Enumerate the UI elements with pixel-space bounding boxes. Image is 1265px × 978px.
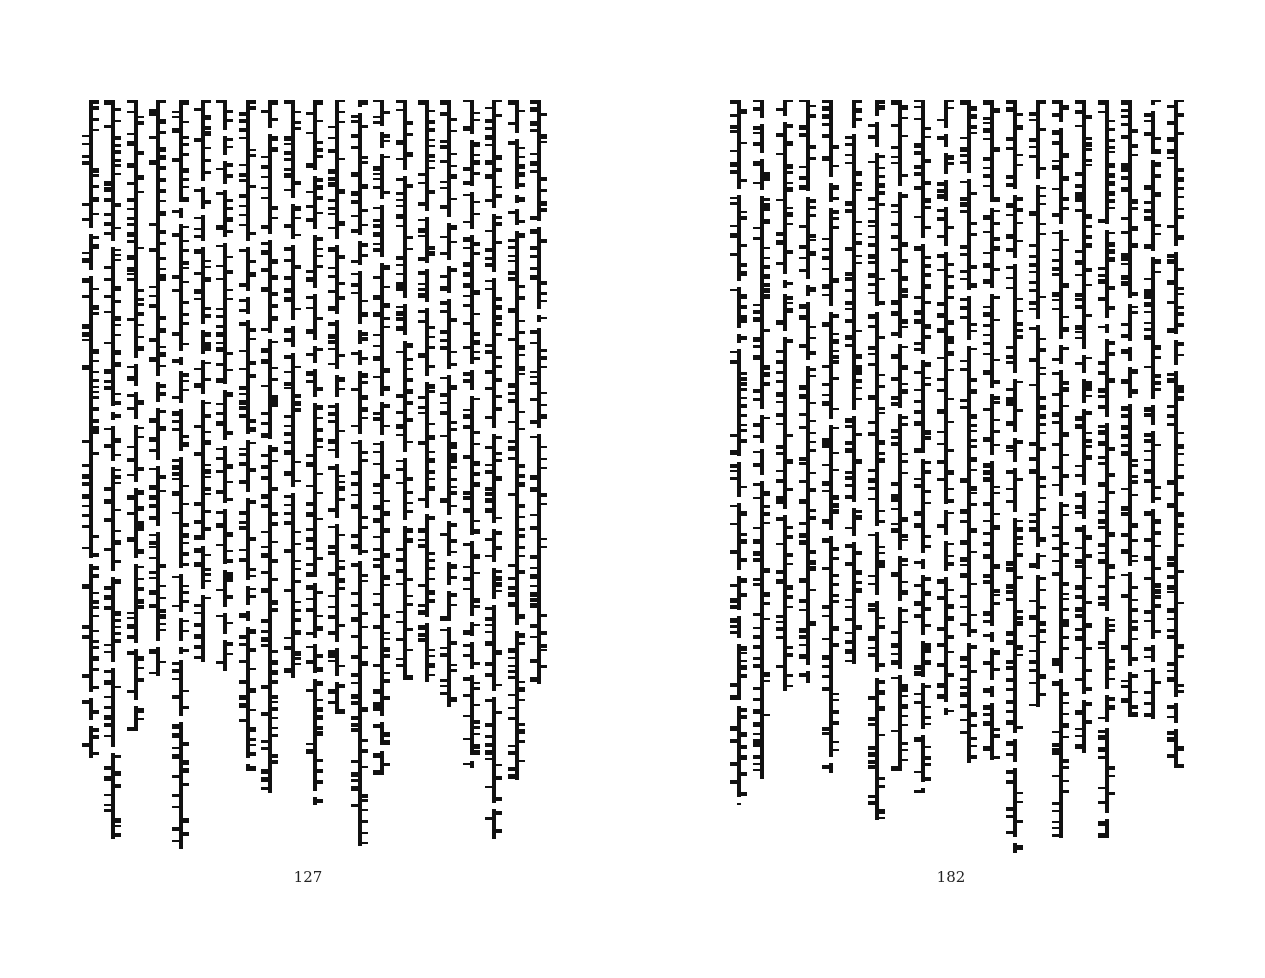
text-column bbox=[394, 100, 416, 860]
text-column bbox=[958, 100, 980, 860]
left-page-text-block bbox=[80, 100, 550, 860]
text-column bbox=[912, 100, 934, 860]
text-column bbox=[1027, 100, 1049, 860]
right-page-number: 182 bbox=[936, 868, 966, 886]
text-column bbox=[80, 100, 102, 860]
text-column bbox=[237, 100, 259, 860]
text-column bbox=[282, 100, 304, 860]
text-column bbox=[192, 100, 214, 860]
text-column bbox=[797, 100, 819, 860]
text-column bbox=[1142, 100, 1164, 860]
text-column bbox=[935, 100, 957, 860]
text-column bbox=[461, 100, 483, 860]
left-page-number: 127 bbox=[293, 868, 323, 886]
text-column bbox=[371, 100, 393, 860]
text-column bbox=[125, 100, 147, 860]
text-column bbox=[170, 100, 192, 860]
text-column bbox=[147, 100, 169, 860]
text-column bbox=[981, 100, 1003, 860]
text-column bbox=[438, 100, 460, 860]
text-column bbox=[259, 100, 281, 860]
text-column bbox=[728, 100, 750, 860]
text-column bbox=[843, 100, 865, 860]
text-column bbox=[1096, 100, 1118, 860]
text-column bbox=[866, 100, 888, 860]
text-column bbox=[889, 100, 911, 860]
text-column bbox=[820, 100, 842, 860]
text-column bbox=[483, 100, 505, 860]
text-column bbox=[1004, 100, 1026, 860]
text-column bbox=[528, 100, 550, 860]
text-column bbox=[774, 100, 796, 860]
text-column bbox=[1119, 100, 1141, 860]
text-column bbox=[1073, 100, 1095, 860]
text-column bbox=[416, 100, 438, 860]
text-column bbox=[751, 100, 773, 860]
text-column bbox=[1165, 100, 1187, 860]
text-column bbox=[1050, 100, 1072, 860]
text-column bbox=[214, 100, 236, 860]
right-page-text-block bbox=[728, 100, 1188, 860]
text-column bbox=[304, 100, 326, 860]
text-column bbox=[326, 100, 348, 860]
text-column bbox=[102, 100, 124, 860]
text-column bbox=[349, 100, 371, 860]
text-column bbox=[506, 100, 528, 860]
